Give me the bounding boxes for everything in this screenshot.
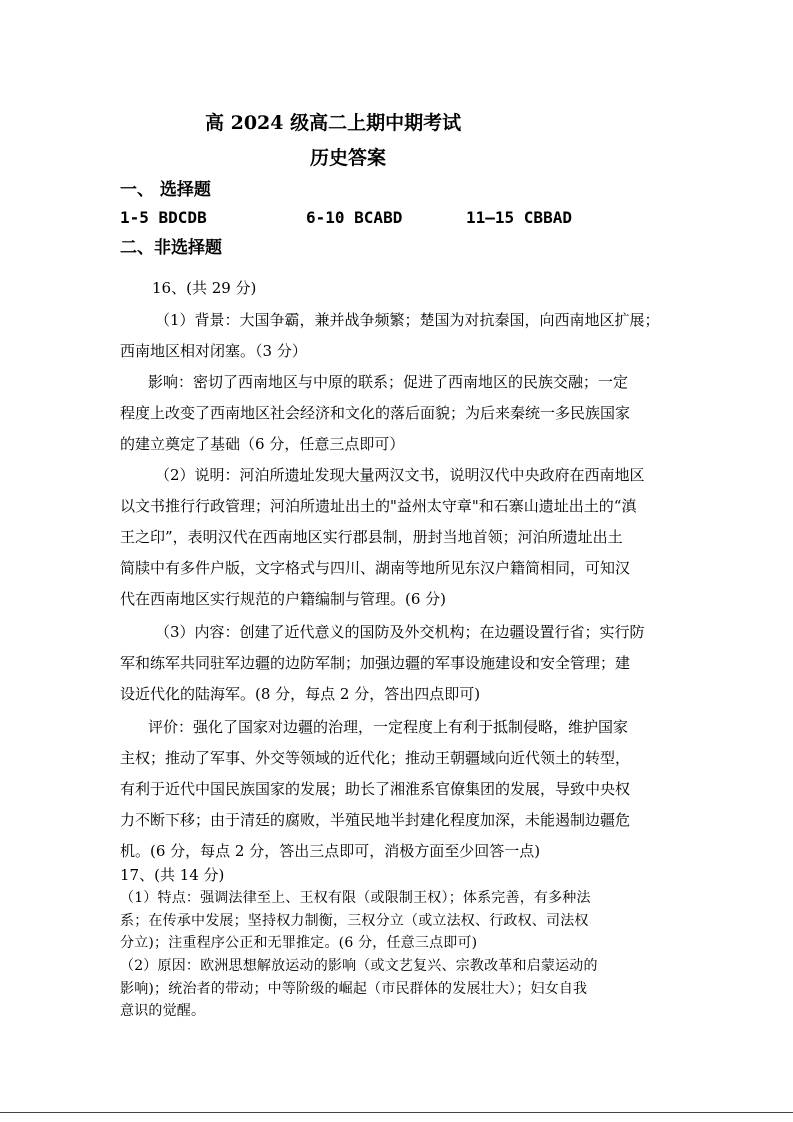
q16-line: 主权；推动了军事、外交等领域的近代化；推动王朝疆域向近代领土的转型， bbox=[120, 749, 631, 767]
page-title: 高 2024 级高二上期中期考试 bbox=[205, 112, 462, 134]
section-heading-choice: 一、 选择题 bbox=[120, 180, 211, 200]
q16-line: 简牍中有多件户版，文字格式与四川、湖南等地所见东汉户籍简相同，可知汉 bbox=[120, 559, 631, 577]
q16-line: 代在西南地区实行规范的户籍编制与管理。(6 分) bbox=[120, 590, 447, 608]
page-subtitle: 历史答案 bbox=[310, 147, 387, 169]
q16-line: 力不断下移；由于清廷的腐败，半殖民地半封建化程度加深，未能遏制边疆危 bbox=[120, 811, 631, 829]
q17-head: 17、(共 14 分) bbox=[120, 866, 225, 884]
q16-line: 的建立奠定了基础（6 分，任意三点即可） bbox=[120, 435, 405, 453]
section-heading-nonchoice: 二、非选择题 bbox=[120, 238, 222, 258]
q17-line: 分立)；注重程序公正和无罪推定。(6 分，任意三点即可) bbox=[120, 935, 478, 951]
q17-line: （2）原因：欧洲思想解放运动的影响（或文艺复兴、宗教改革和启蒙运动的 bbox=[120, 958, 598, 974]
q17-line: 意识的觉醒。 bbox=[120, 1003, 206, 1019]
answer-group-3: 11—15 CBBAD bbox=[466, 208, 572, 227]
q16-line: 以文书推行行政管理；河泊所遗址出土的"益州太守章"和石寨山遗址出土的“滇 bbox=[120, 497, 637, 515]
q17-line: （1）特点：强调法律至上、王权有限（或限制王权）；体系完善，有多种法 bbox=[120, 890, 591, 906]
q16-head: 16、(共 29 分) bbox=[152, 279, 257, 297]
q16-line: 王之印”，表明汉代在西南地区实行郡县制，册封当地首领；河泊所遗址出土 bbox=[120, 528, 623, 546]
q16-line: （1）背景：大国争霸，兼并战争频繁；楚国为对抗秦国，向西南地区扩展； bbox=[155, 311, 660, 329]
q17-line: 系；在传承中发展；坚持权力制衡，三权分立（或立法权、行政权、司法权 bbox=[120, 913, 589, 929]
page-bottom-divider bbox=[0, 1112, 793, 1113]
q16-line: 有利于近代中国民族国家的发展；助长了湘淮系官僚集团的发展，导致中央权 bbox=[120, 780, 631, 798]
q16-line: （2）说明：河泊所遗址发现大量两汉文书，说明汉代中央政府在西南地区 bbox=[155, 466, 645, 484]
q16-line: （3）内容：创建了近代意义的国防及外交机构；在边疆设置行省；实行防 bbox=[155, 623, 645, 641]
q16-line: 设近代化的陆海军。(8 分，每点 2 分，答出四点即可) bbox=[120, 685, 481, 703]
q16-line: 评价：强化了国家对边疆的治理，一定程度上有利于抵制侵略，维护国家 bbox=[148, 718, 629, 736]
q16-line: 军和练军共同驻军边疆的边防军制；加强边疆的军事设施建设和安全管理；建 bbox=[120, 654, 631, 672]
answer-group-2: 6-10 BCABD bbox=[306, 208, 403, 227]
q16-line: 西南地区相对闭塞。（3 分） bbox=[120, 342, 307, 360]
q16-line: 影响：密切了西南地区与中原的联系；促进了西南地区的民族交融；一定 bbox=[148, 373, 629, 391]
q16-line: 机。(6 分，每点 2 分，答出三点即可，消极方面至少回答一点) bbox=[120, 842, 541, 860]
q17-line: 影响)；统治者的带动；中等阶级的崛起（市民群体的发展壮大）；妇女自我 bbox=[120, 981, 588, 997]
answer-group-1: 1-5 BDCDB bbox=[120, 208, 207, 227]
q16-line: 程度上改变了西南地区社会经济和文化的落后面貌；为后来秦统一多民族国家 bbox=[120, 404, 631, 422]
